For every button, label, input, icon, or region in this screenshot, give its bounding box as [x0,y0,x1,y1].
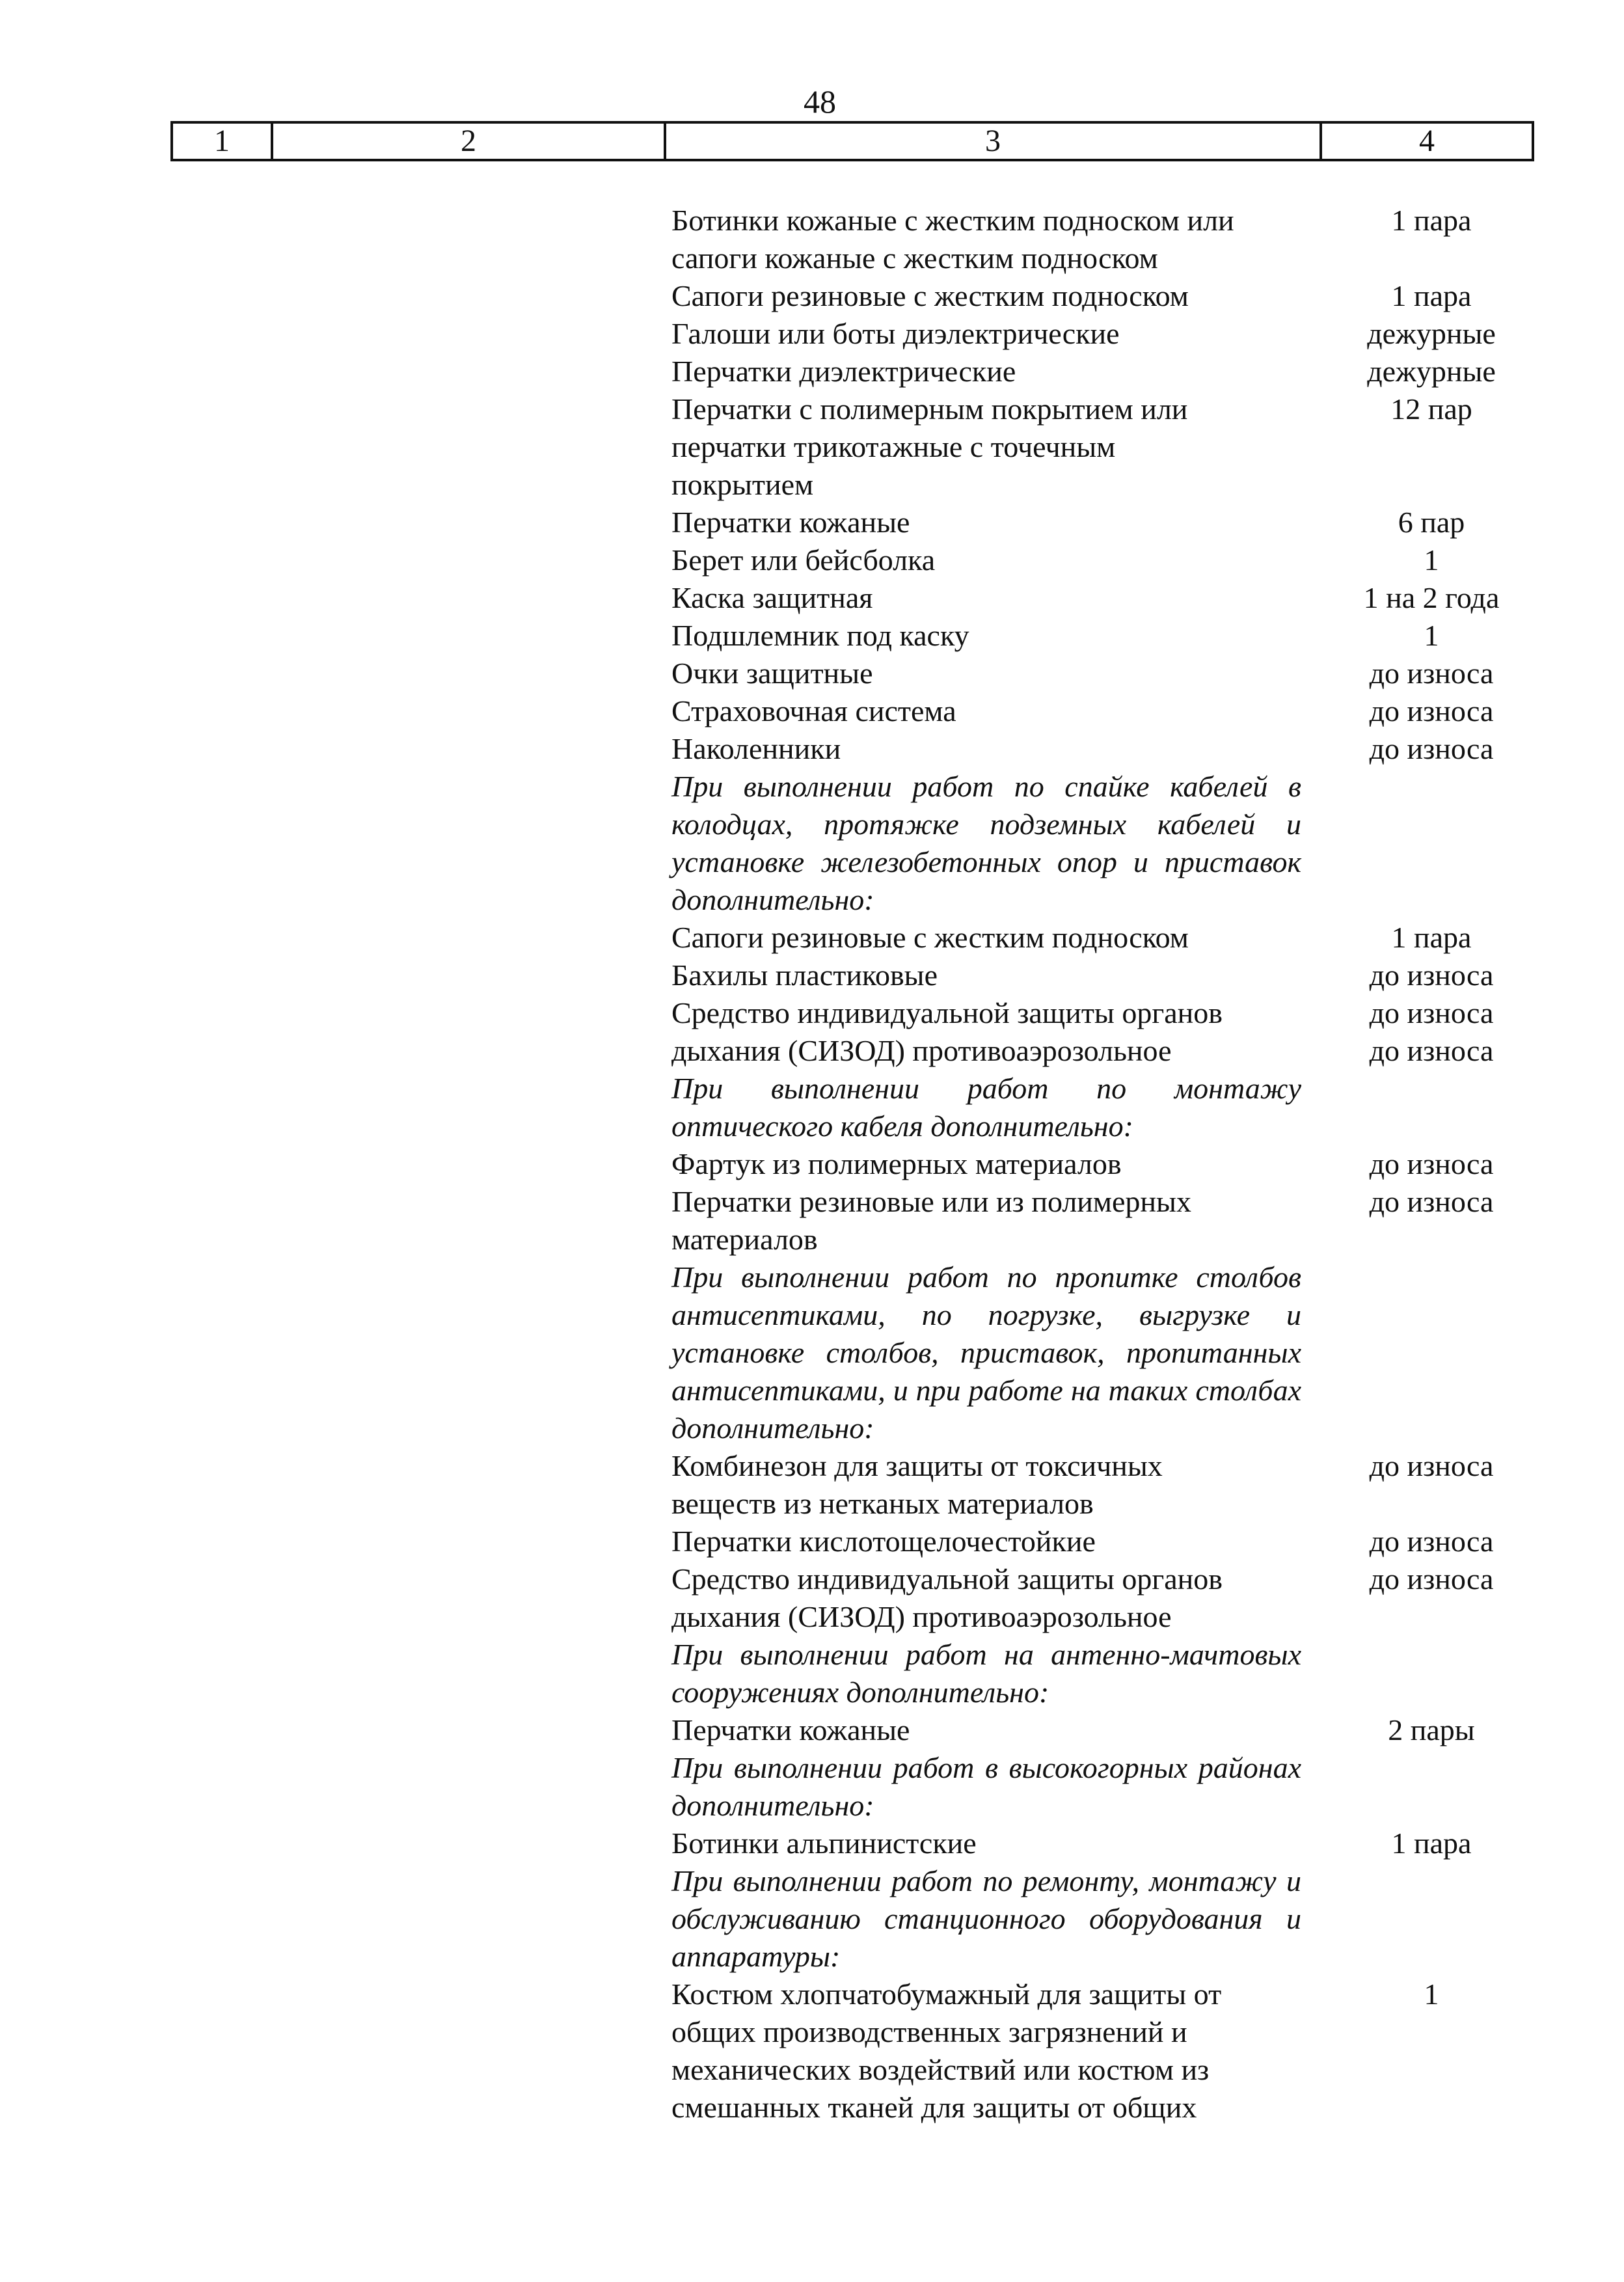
ppe-item-quantity: 1 пара [1391,1827,1472,1860]
ppe-item-row [0,617,1624,655]
section-condition-text: При выполнении работ в высокогорных районах дополнительно: [671,1751,1301,1822]
ppe-item-name: Берет или бейсболка [671,543,936,577]
section-condition-text: При выполнении работ по ремонту, монтажу и обслуживанию станционного оборудования и аппаратуры: [671,1864,1301,1973]
section-condition-row [0,768,1624,919]
section-condition-row [0,1749,1624,1825]
ppe-item-quantity: до износа [1369,1525,1494,1558]
ppe-item-name: Подшлемник под каску [671,619,969,652]
section-condition-text: При выполнении работ по пропитке столбов антисептиками, по погрузке, выгрузке и установке столбов, приставок, пропитанных антисептиками, и при работе на таких столбах дополнительно: [671,1260,1301,1445]
ppe-item-name: Галоши или боты диэлектрические [671,317,1120,350]
ppe-item-row [0,919,1624,957]
ppe-item-quantity: 1 пара [1391,204,1472,237]
ppe-item-quantity: до износа [1369,958,1494,992]
ppe-item-row [0,1825,1624,1862]
ppe-item-row [0,994,1624,1070]
ppe-item-quantity: 1 пара [1391,279,1472,312]
ppe-item-name: Перчатки кислотощелочестойкие [671,1525,1096,1558]
ppe-item-row [0,202,1624,277]
ppe-item-row [0,1447,1624,1523]
ppe-item-row [0,1145,1624,1183]
ppe-item-row [0,1183,1624,1258]
ppe-item-quantity: дежурные [1367,355,1496,388]
ppe-item-row [0,315,1624,353]
section-condition-row [0,1636,1624,1711]
ppe-item-name: Перчатки кожаные [671,506,910,539]
ppe-item-name: Перчатки диэлектрические [671,355,1016,388]
ppe-item-row [0,957,1624,994]
ppe-item-quantity: 6 пар [1398,506,1465,539]
ppe-item-quantity: 1 пара [1391,921,1472,954]
ppe-item-quantity: 1 на 2 года [1363,581,1500,614]
ppe-item-name: Перчатки резиновые или из полимерных материалов [671,1185,1191,1256]
ppe-items-list [0,202,1624,2126]
ppe-item-row [0,277,1624,315]
section-condition-row [0,1070,1624,1145]
ppe-item-name: Средство индивидуальной защиты органов дыхания (СИЗОД) противоаэрозольное [671,996,1223,1067]
ppe-item-name: Наколенники [671,732,841,765]
ppe-item-quantity: дежурные [1367,317,1496,350]
ppe-item-row [0,579,1624,617]
ppe-item-name: Ботинки кожаные с жестким подноском или сапоги кожаные с жестким подноском [671,204,1234,275]
ppe-item-row [0,1711,1624,1749]
ppe-item-quantity: 1 [1424,619,1439,652]
ppe-item-quantity: до износа до износа [1369,996,1494,1067]
section-condition-text: При выполнении работ по монтажу оптического кабеля дополнительно: [671,1072,1301,1143]
ppe-item-quantity: до износа [1369,1449,1494,1482]
ppe-item-quantity: до износа [1369,732,1494,765]
ppe-item-name: Очки защитные [671,657,873,690]
ppe-item-quantity: 1 [1424,543,1439,577]
section-condition-row [0,1258,1624,1447]
ppe-item-name: Каска защитная [671,581,873,614]
section-condition-row [0,1862,1624,1976]
ppe-item-quantity: до износа [1369,657,1494,690]
column-4-number: 4 [1419,124,1435,158]
ppe-item-row [0,504,1624,541]
ppe-item-row [0,390,1624,504]
column-3-number: 3 [666,124,1322,159]
ppe-item-row [0,730,1624,768]
ppe-item-quantity: до износа [1369,1562,1494,1596]
ppe-item-row [0,1560,1624,1636]
ppe-item-name: Перчатки кожаные [671,1713,910,1746]
page-number: 48 [804,83,836,120]
ppe-item-row [0,692,1624,730]
ppe-item-quantity: до износа [1369,1147,1494,1180]
ppe-item-name: Средство индивидуальной защиты органов дыхания (СИЗОД) противоаэрозольное [671,1562,1223,1633]
ppe-item-name: Ботинки альпинистские [671,1827,977,1860]
ppe-item-name: Перчатки с полимерным покрытием или перчатки трикотажные с точечным покрытием [671,392,1188,501]
ppe-item-name: Фартук из полимерных материалов [671,1147,1122,1180]
ppe-item-quantity: 2 пары [1388,1713,1475,1746]
column-number-header [170,121,1534,161]
ppe-item-row [0,655,1624,692]
section-condition-text: При выполнении работ на антенно-мачтовых сооружениях дополнительно: [671,1638,1301,1709]
ppe-item-row [0,1976,1624,2126]
ppe-item-name: Сапоги резиновые с жестким подноском [671,279,1189,312]
column-1-number: 1 [173,124,273,159]
ppe-item-row [0,541,1624,579]
ppe-item-row [0,1523,1624,1560]
column-2-number: 2 [273,124,666,159]
ppe-item-quantity: до износа [1369,1185,1494,1218]
ppe-item-name: Костюм хлопчатобумажный для защиты от общих производственных загрязнений и механических воздействий или костюм из смешанных тканей для защиты от общих [671,1977,1222,2124]
ppe-item-quantity: 12 пар [1390,392,1472,426]
ppe-item-name: Сапоги резиновые с жестким подноском [671,921,1189,954]
ppe-item-name: Бахилы пластиковые [671,958,938,992]
ppe-item-name: Страховочная система [671,694,956,727]
ppe-item-quantity: до износа [1369,694,1494,727]
ppe-item-quantity: 1 [1424,1977,1439,2011]
ppe-item-row [0,353,1624,390]
ppe-item-name: Комбинезон для защиты от токсичных веществ из нетканых материалов [671,1449,1163,1520]
section-condition-text: При выполнении работ по спайке кабелей в колодцах, протяжке подземных кабелей и установке железобетонных опор и приставок дополнительно: [671,770,1301,916]
